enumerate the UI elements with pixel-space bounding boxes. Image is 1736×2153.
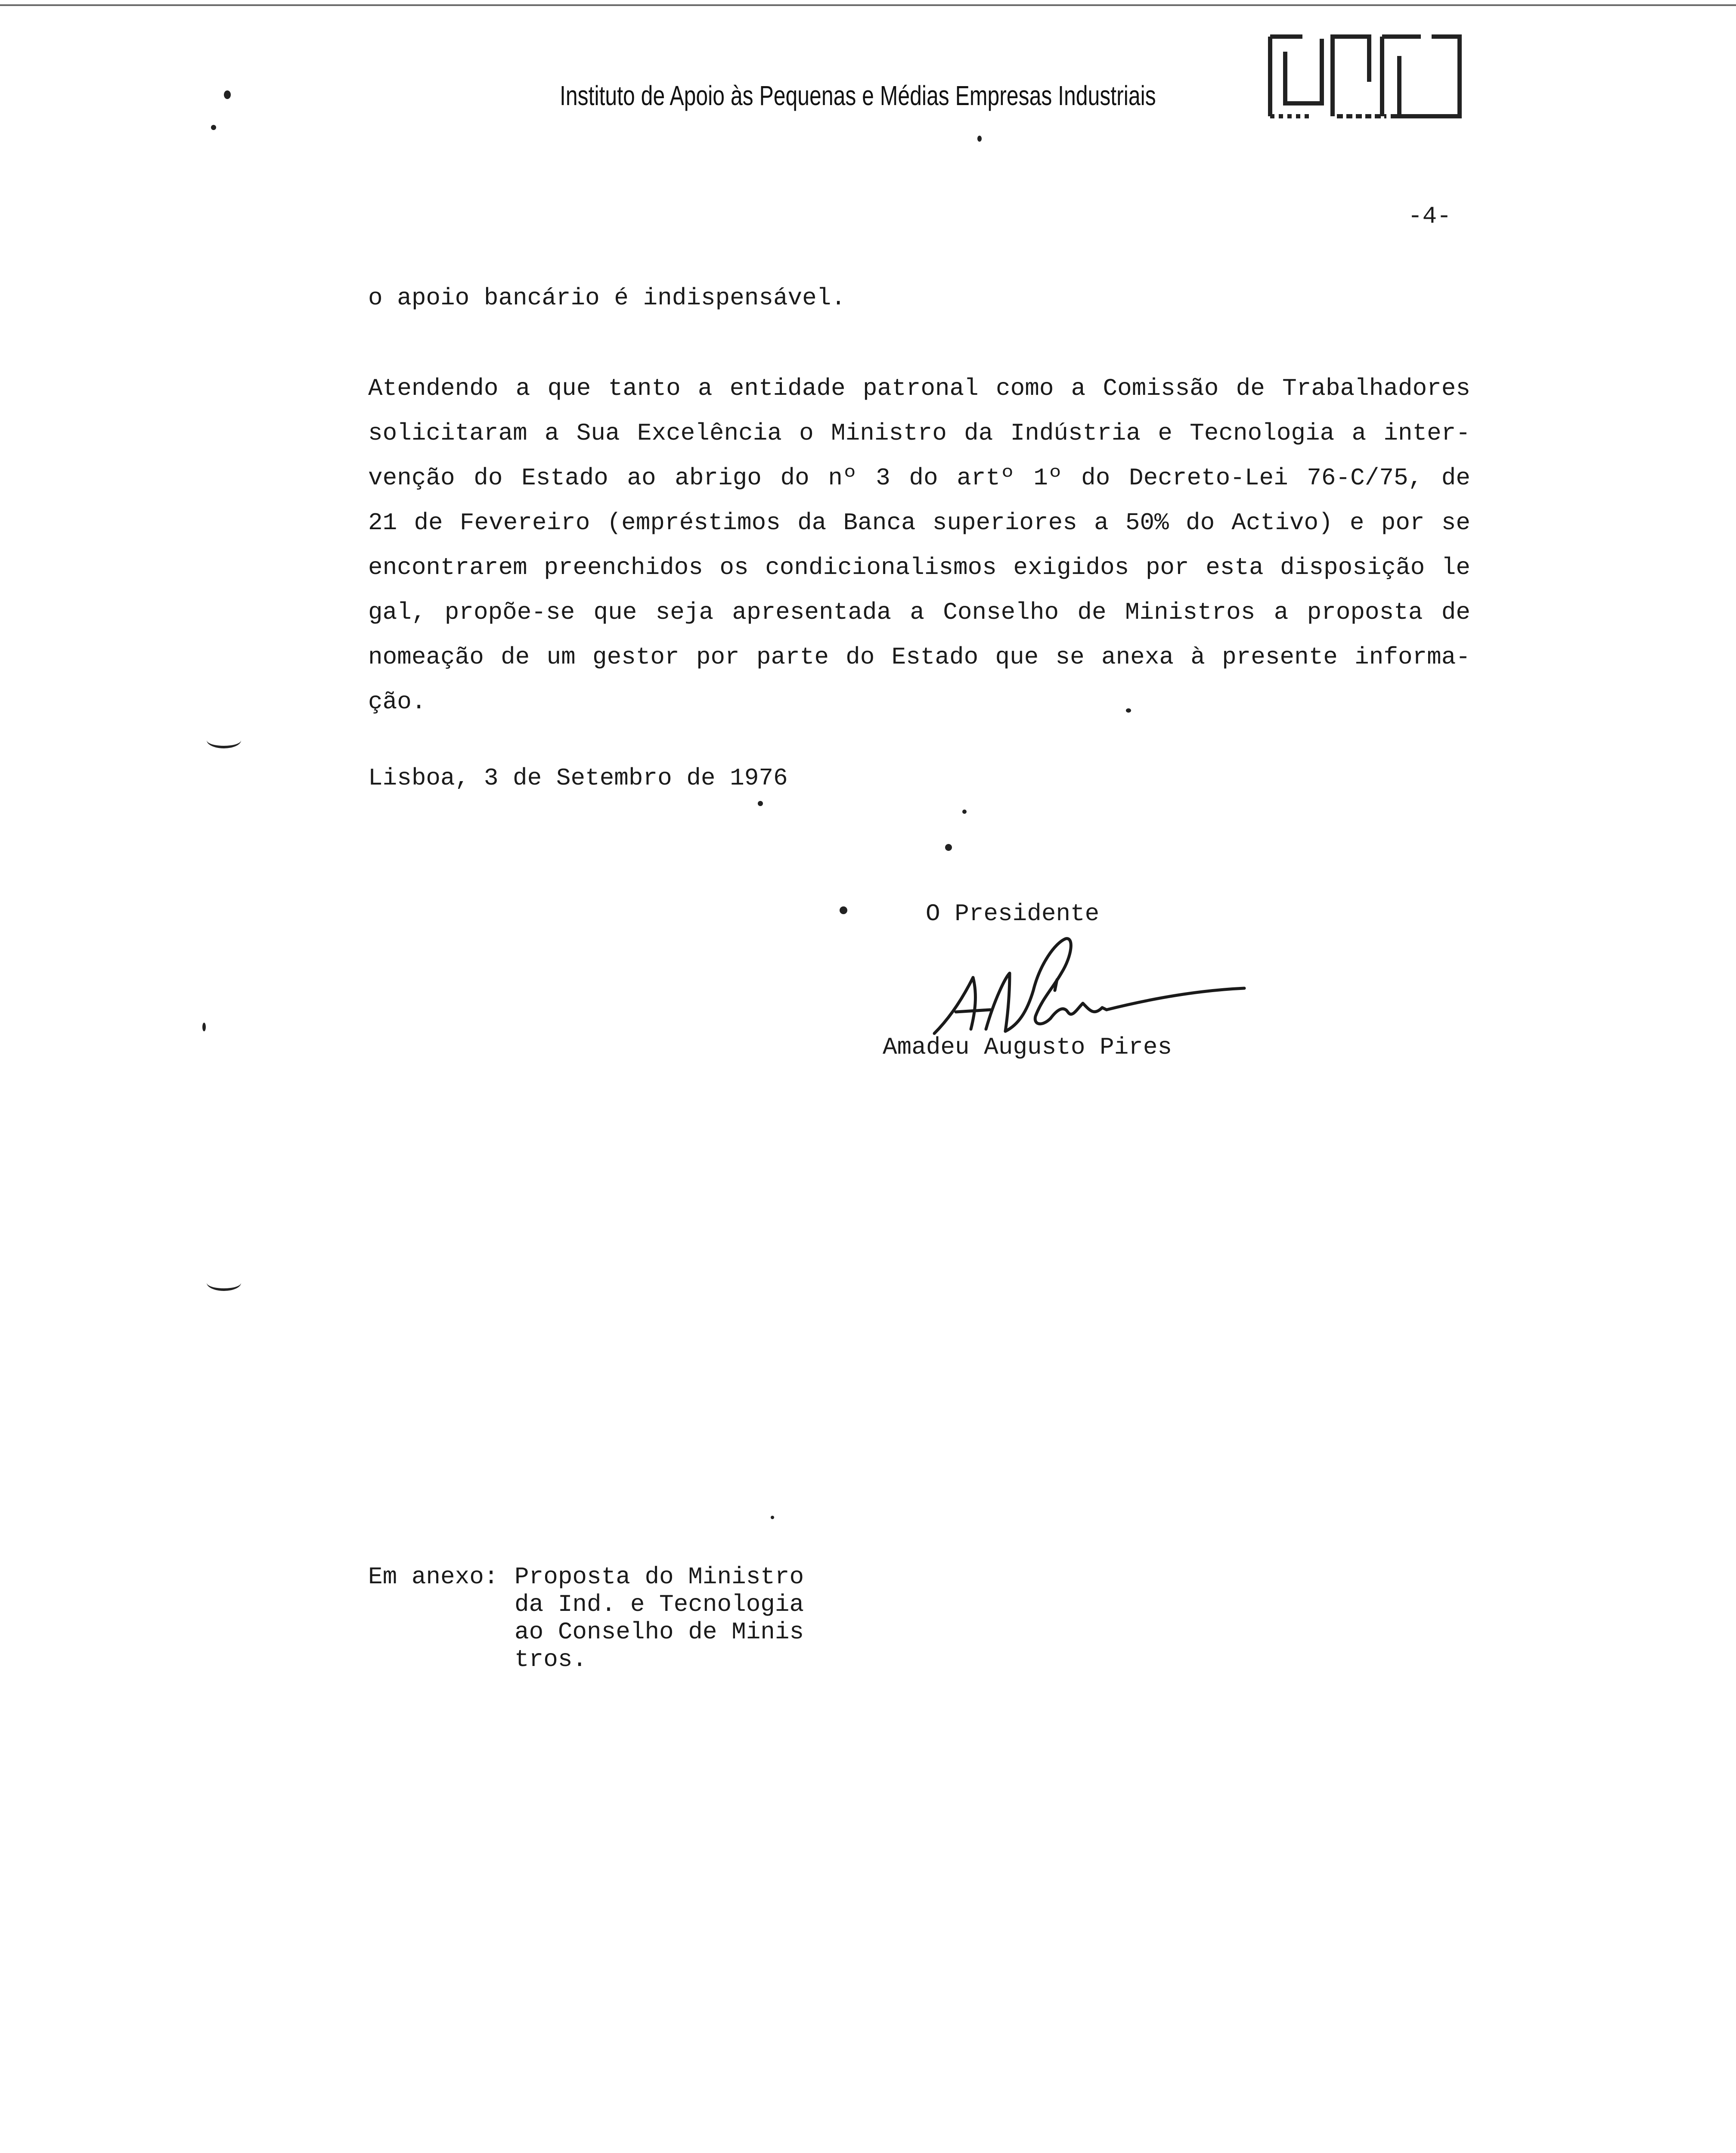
annex-line: ao Conselho de Minis: [515, 1618, 804, 1646]
paragraph-line: nomeação de um gestor por parte do Estado que se anexa à presente informa-: [368, 643, 1470, 671]
paragraph-line: solicitaram a Sua Excelência o Ministro da Indústria e Tecnologia a inter-: [368, 419, 1470, 447]
scan-speck: [758, 801, 763, 806]
institution-header: Instituto de Apoio às Pequenas e Médias Empresas Industriais: [560, 80, 1156, 111]
signatory-name: Amadeu Augusto Pires: [883, 1033, 1172, 1061]
annex-label: Em anexo:: [368, 1563, 499, 1591]
annex-line: Proposta do Ministro: [515, 1563, 804, 1591]
continuation-line: o apoio bancário é indispensável.: [368, 284, 846, 312]
signature-block: [883, 900, 1270, 1081]
scan-speck: [840, 906, 847, 914]
scan-speck: [977, 136, 982, 142]
scan-speck: [1126, 708, 1131, 713]
annex-description: [515, 1563, 804, 1673]
annex-line: tros.: [515, 1646, 587, 1673]
paragraph-line: venção do Estado ao abrigo do nº 3 do artº 1º do Decreto-Lei 76-C/75, de: [368, 464, 1470, 492]
scan-speck: [224, 90, 231, 99]
annex-line: da Ind. e Tecnologia: [515, 1591, 804, 1618]
paragraph-line: Atendendo a que tanto a entidade patronal como a Comissão de Trabalhadores: [368, 375, 1470, 402]
paragraph-line: ção.: [368, 688, 426, 716]
paragraph-line: 21 de Fevereiro (empréstimos da Banca superiores a 50% do Activo) e por se: [368, 509, 1470, 537]
scan-speck: [771, 1516, 774, 1519]
punch-hole-mark: [207, 732, 241, 748]
scan-speck: [211, 125, 216, 130]
top-edge-rule: [0, 4, 1736, 6]
page-number: -4-: [1408, 202, 1451, 230]
punch-hole-mark: [207, 1275, 241, 1291]
paragraph-line: gal, propõe-se que seja apresentada a Conselho de Ministros a proposta de: [368, 599, 1470, 626]
paragraph-line: encontrarem preenchidos os condicionalismos exigidos por esta disposição le: [368, 554, 1470, 581]
main-paragraph: [368, 366, 1470, 724]
scan-speck: [962, 810, 967, 814]
scan-speck: [202, 1023, 206, 1031]
signatory-role: O Presidente: [926, 900, 1100, 928]
place-and-date: Lisboa, 3 de Setembro de 1976: [368, 764, 788, 792]
institution-logo: [1262, 30, 1468, 123]
scan-speck: [945, 844, 952, 851]
